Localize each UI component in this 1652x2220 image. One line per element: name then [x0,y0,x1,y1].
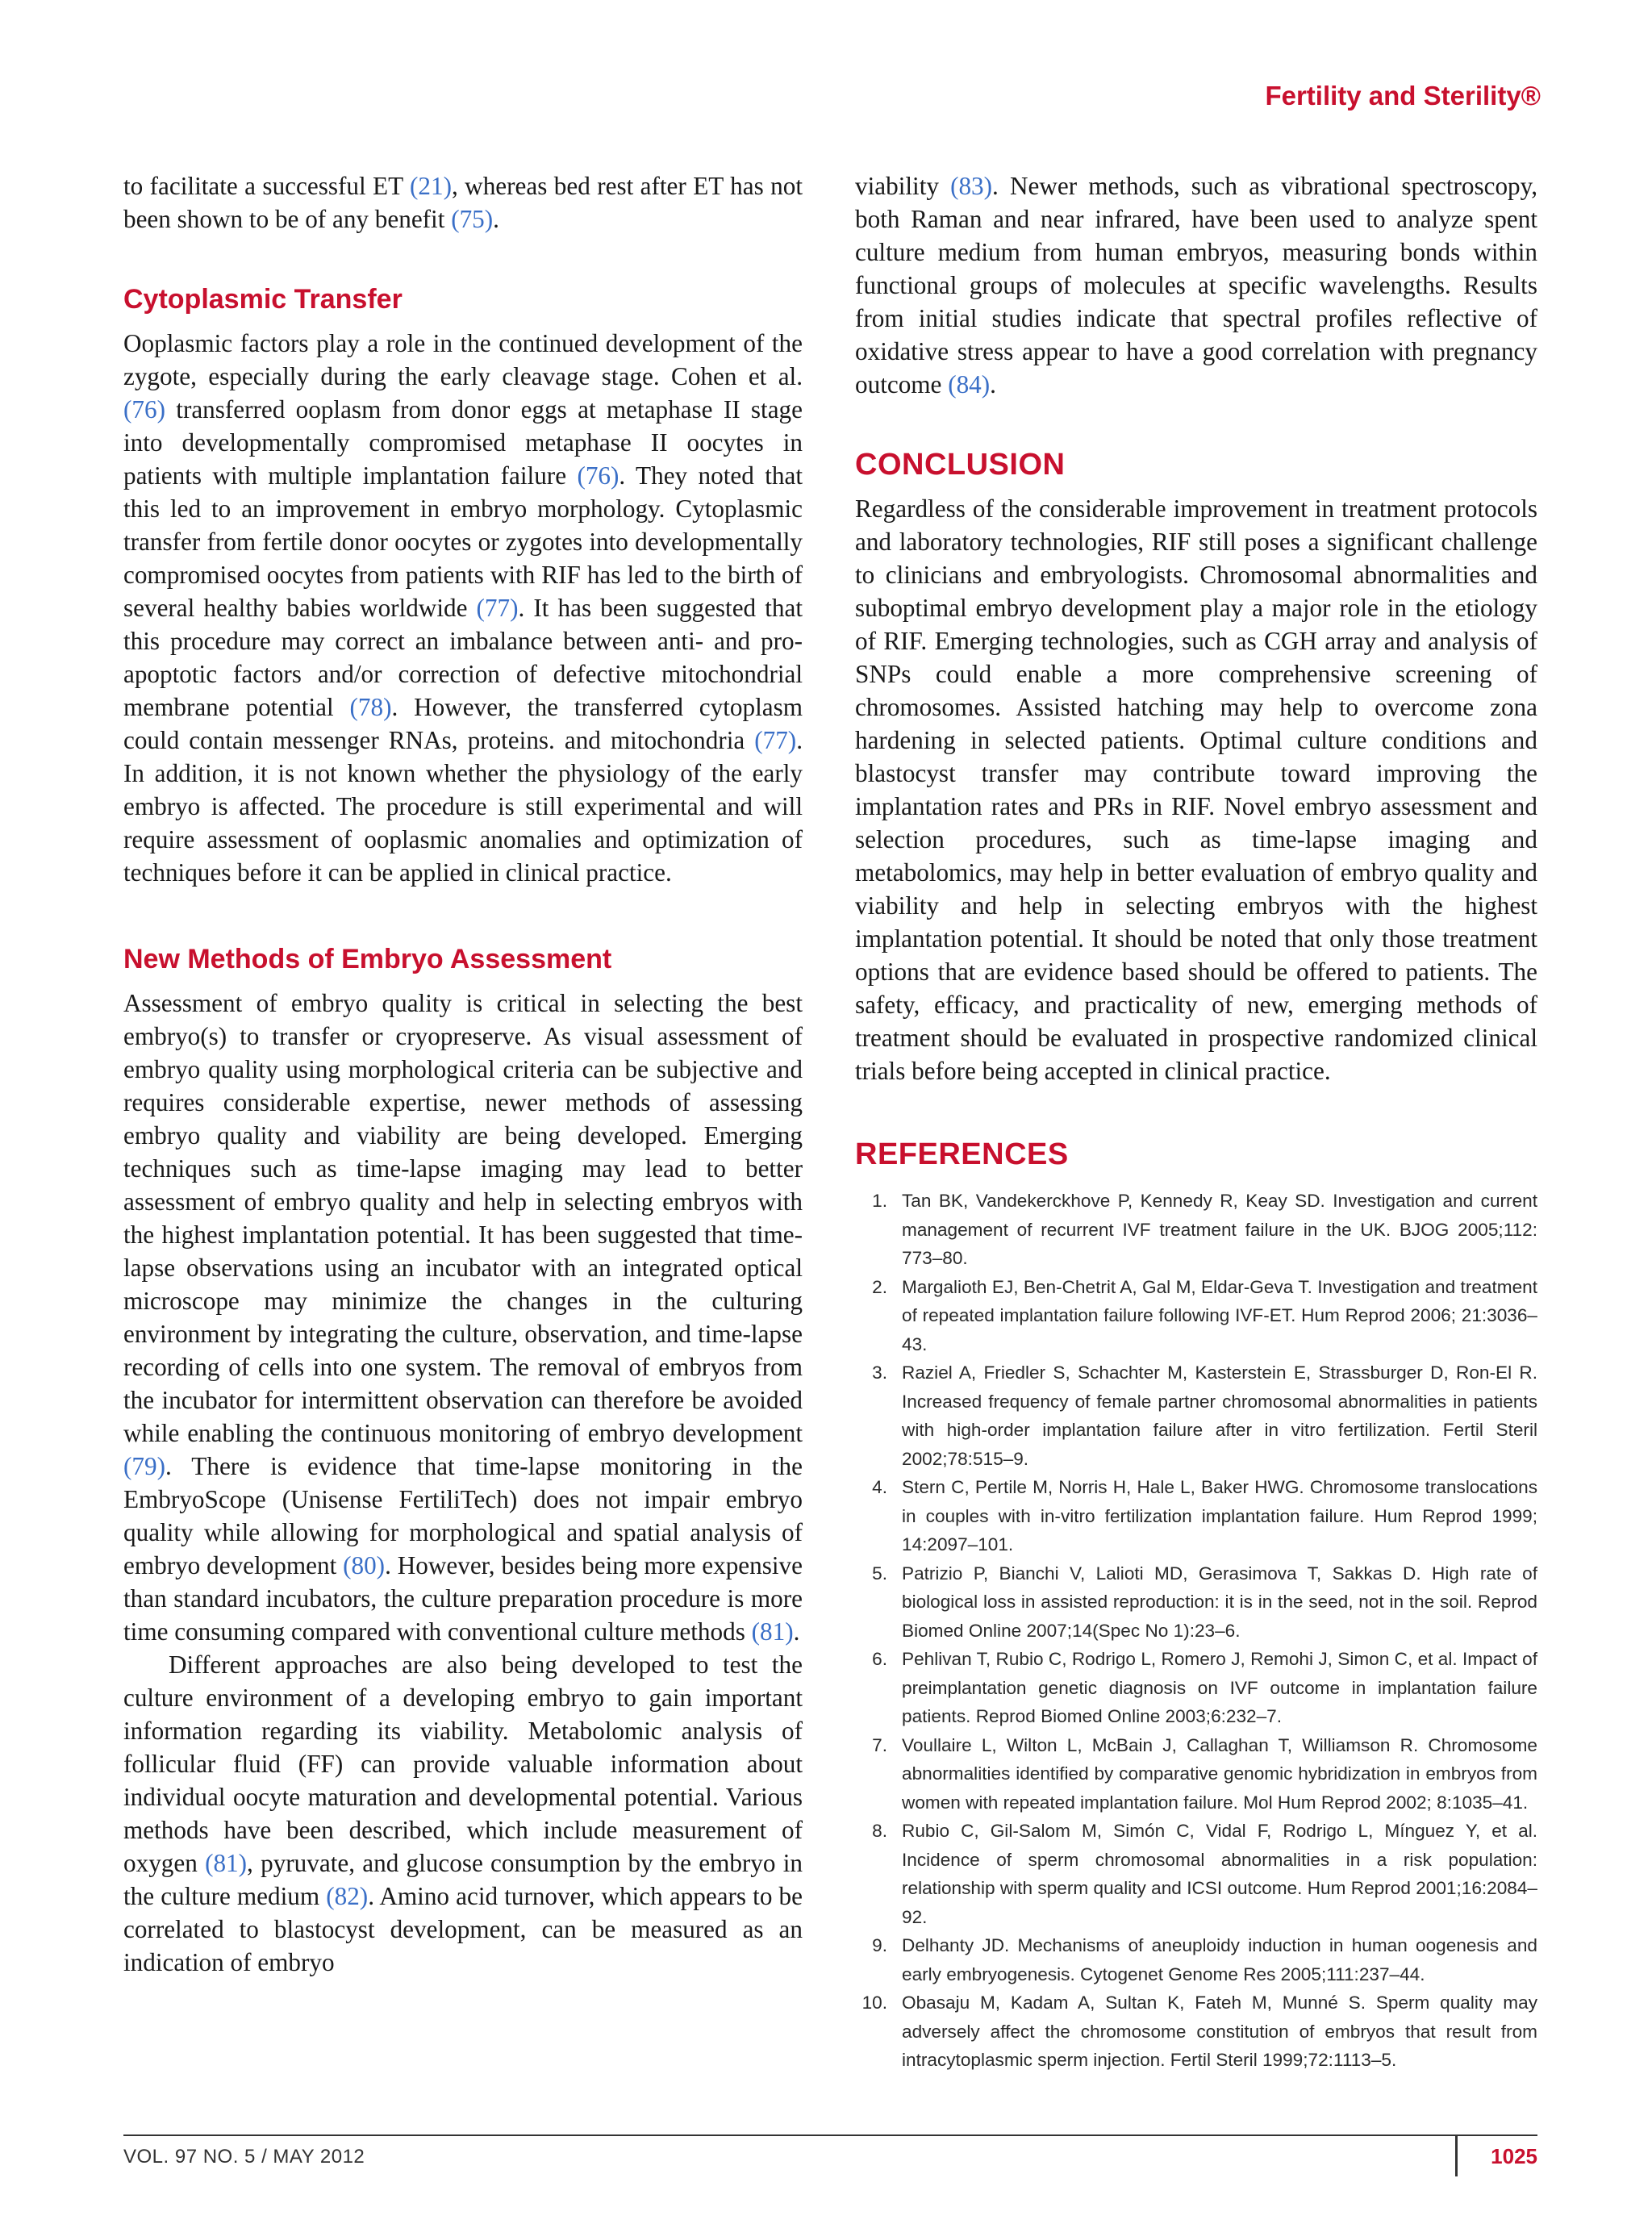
citation-link[interactable]: (81) [751,1617,794,1646]
reference-item [855,1731,1537,1817]
citation-link[interactable]: (81) [205,1849,248,1877]
reference-text: Voullaire L, Wilton L, McBain J, Callaghan T, Williamson R. Chromosome abnormalities identified by comparative genomic hybridization in embryos from women with repeated implantation failure. Mol Hum Reprod 2002; 8:1035–41. [902,1734,1537,1813]
citation-link[interactable]: (84) [948,370,991,399]
citation-link[interactable]: (79) [123,1452,165,1480]
reference-list [855,1187,1537,2075]
footer-divider-tick [1455,2134,1458,2176]
reference-text: Tan BK, Vandekerckhove P, Kennedy R, Keay SD. Investigation and current management of recurrent IVF treatment failure in the UK. BJOG 2005;112: 773–80. [902,1191,1537,1268]
citation-link[interactable]: (76) [577,461,620,490]
reference-text: Obasaju M, Kadam A, Sultan K, Fateh M, Munné S. Sperm quality may adversely affect the chromosome constitution of embryos that result from intracytoplasmic sperm injection. Fertil Steril 1999;72:1113–5. [902,1993,1537,2070]
reference-text: Patrizio P, Bianchi V, Lalioti MD, Gerasimova T, Sakkas D. High rate of biological loss in assisted reproduction: it is in the seed, not in the soil. Reprod Biomed Online 2007;14(Spec No 1):23–6. [902,1563,1537,1641]
paragraph-conclusion: Regardless of the considerable improvement in treatment protocols and laboratory technologies, RIF still poses a significant challenge to clinicians and embryologists. Chromosomal abnormalities and suboptimal embryo development play a major role in the etiology of RIF. Emerging technologies, such as CGH array and analysis of SNPs could enable a more comprehensive screening of chromosomes. Assisted hatching may help to overcome zona hardening in selected patients. Optimal culture conditions and blastocyst transfer may contribute toward improving the implantation rates and PRs in RIF. Novel embryo assessment and selection procedures, such as time-lapse imaging and metabolomics, may help in better evaluation of embryo quality and viability and help in selecting embryos with the highest implantation potential. It should be noted that only those treatment options that are evidence based should be offered to patients. The safety, efficacy, and practicality of new, emerging methods of treatment should be evaluated in prospective randomized clinical trials before being accepted in clinical practice. [855,494,1537,1085]
reference-number: 3. [872,1362,887,1383]
reference-item [855,1817,1537,1931]
reference-item [855,1559,1537,1646]
reference-number: 1. [872,1191,887,1211]
reference-text: Pehlivan T, Rubio C, Rodrigo L, Romero J, Remohi J, Simon C, et al. Impact of preimplantation genetic diagnosis on IVF outcome in implantation failure patients. Reprod Biomed Online 2003;6:232–7. [902,1649,1537,1726]
reference-text: Rubio C, Gil-Salom M, Simón C, Vidal F, Rodrigo L, Mínguez Y, et al. Incidence of sperm chromosomal abnormalities in a risk population: relationship with sperm quality and ICSI outcome. Hum Reprod 2001;16:2084–92. [902,1821,1537,1927]
reference-text: Stern C, Pertile M, Norris H, Hale L, Baker HWG. Chromosome translocations in couples with in-vitro fertilization implantation failure. Hum Reprod 1999; 14:2097–101. [902,1477,1537,1554]
reference-number: 4. [872,1477,887,1497]
journal-title: Fertility and Sterility® [1265,81,1541,111]
citation-link[interactable]: (83) [950,172,993,200]
reference-item [855,1358,1537,1473]
citation-link[interactable]: (80) [343,1551,386,1579]
reference-text: Margalioth EJ, Ben-Chetrit A, Gal M, Eldar-Geva T. Investigation and treatment of repeated implantation failure following IVF-ET. Hum Reprod 2006; 21:3036–43. [902,1276,1537,1354]
issue-info: VOL. 97 NO. 5 / MAY 2012 [123,2146,365,2168]
citation-link[interactable]: (76) [123,395,165,424]
citation-link[interactable]: (78) [349,693,392,721]
reference-number: 2. [872,1276,887,1297]
reference-item [855,1273,1537,1359]
paragraph-metabolomics: Different approaches are also being developed to test the culture environment of a developing embryo to gain important information regarding its viability. Metabolomic analysis of follicular fluid (FF) can provide valuable information about individual oocyte maturation and developmental potential. Various methods have been described, which include measurement of oxygen (81), pyruvate, and glucose consumption by the embryo in the culture medium (82). Amino acid turnover, which appears to be correlated to blastocyst development, can be measured as an indication of embryo [123,1650,803,1976]
citation-link[interactable]: (77) [754,726,797,754]
citation-link[interactable]: (77) [476,594,519,622]
reference-text: Raziel A, Friedler S, Schachter M, Kasterstein E, Strassburger D, Ron-El R. Increased frequency of female partner chromosomal abnormalities in patients with high-order implantation failure after in vitro fertilization. Fertil Steril 2002;78:515–9. [902,1362,1537,1469]
citation-link[interactable]: (75) [451,205,494,233]
paragraph-spectroscopy: viability (83). Newer methods, such as vibrational spectroscopy, both Raman and near infrared, have been used to analyze spent culture medium from human embryos, measuring bonds within functional groups of molecules at specific wavelengths. Results from initial studies indicate that spectral profiles reflective of oxidative stress appear to have a good correlation with pregnancy outcome (84). [855,172,1537,399]
reference-number: 10. [861,1993,887,2013]
reference-number: 8. [872,1821,887,1841]
heading-cytoplasmic-transfer: Cytoplasmic Transfer [123,284,403,315]
heading-conclusion: CONCLUSION [855,448,1066,482]
footer-divider [123,2134,1537,2136]
paragraph-embryo-assessment: Assessment of embryo quality is critical in selecting the best embryo(s) to transfer or cryopreserve. As visual assessment of embryo quality using morphological criteria can be subjective and requires considerable expertise, newer methods of assessing embryo quality and viability are being developed. Emerging techniques such as time-lapse imaging may lead to better assessment of embryo quality and help in selecting embryos with the highest implantation potential. It has been suggested that time-lapse observations using an incubator with an integrated optical microscope may minimize the changes in the culturing environment by integrating the culture, observation, and time-lapse recording of cells into one system. The removal of embryos from the incubator for intermittent observation can therefore be avoided while enabling the continuous monitoring of embryo development (79). There is evidence that time-lapse monitoring in the EmbryoScope (Unisense FertiliTech) does not impair embryo quality while allowing for morphological and spatial analysis of embryo development (80). However, besides being more expensive than standard incubators, the culture preparation procedure is more time consuming compared with conventional culture methods (81). [123,989,803,1646]
page-number: 1025 [1491,2144,1537,2168]
right-column [855,169,1537,2075]
paragraph-et: to facilitate a successful ET (21), whereas bed rest after ET has not been shown to be of any benefit (75). [123,172,803,233]
reference-number: 6. [872,1649,887,1669]
reference-number: 7. [872,1734,887,1755]
reference-text: Delhanty JD. Mechanisms of aneuploidy induction in human oogenesis and early embryogenesis. Cytogenet Genome Res 2005;111:237–44. [902,1935,1537,1984]
reference-item [855,1473,1537,1559]
reference-item [855,1931,1537,1988]
paragraph-cytoplasmic-transfer: Ooplasmic factors play a role in the continued development of the zygote, especially during the early cleavage stage. Cohen et al. (76) transferred ooplasm from donor eggs at metaphase II stage into developmentally compromised metaphase II oocytes in patients with multiple implantation failure (76). They noted that this led to an improvement in embryo morphology. Cytoplasmic transfer from fertile donor oocytes or zygotes into developmentally compromised oocytes from patients with RIF has led to the birth of several healthy babies worldwide (77). It has been suggested that this procedure may correct an imbalance between anti- and pro-apoptotic factors and/or correction of defective mitochondrial membrane potential (78). However, the transferred cytoplasm could contain messenger RNAs, proteins. and mitochondria (77). In addition, it is not known whether the physiology of the early embryo is affected. The procedure is still experimental and will require assessment of ooplasmic anomalies and optimization of techniques before it can be applied in clinical practice. [123,329,803,887]
reference-item [855,1988,1537,2075]
reference-item [855,1645,1537,1731]
citation-link[interactable]: (21) [410,172,452,200]
citation-link[interactable]: (82) [326,1882,369,1910]
reference-item [855,1187,1537,1273]
heading-new-methods: New Methods of Embryo Assessment [123,944,612,974]
left-column [123,169,803,1979]
heading-references: REFERENCES [855,1137,1069,1171]
reference-number: 9. [872,1935,887,1955]
reference-number: 5. [872,1563,887,1584]
